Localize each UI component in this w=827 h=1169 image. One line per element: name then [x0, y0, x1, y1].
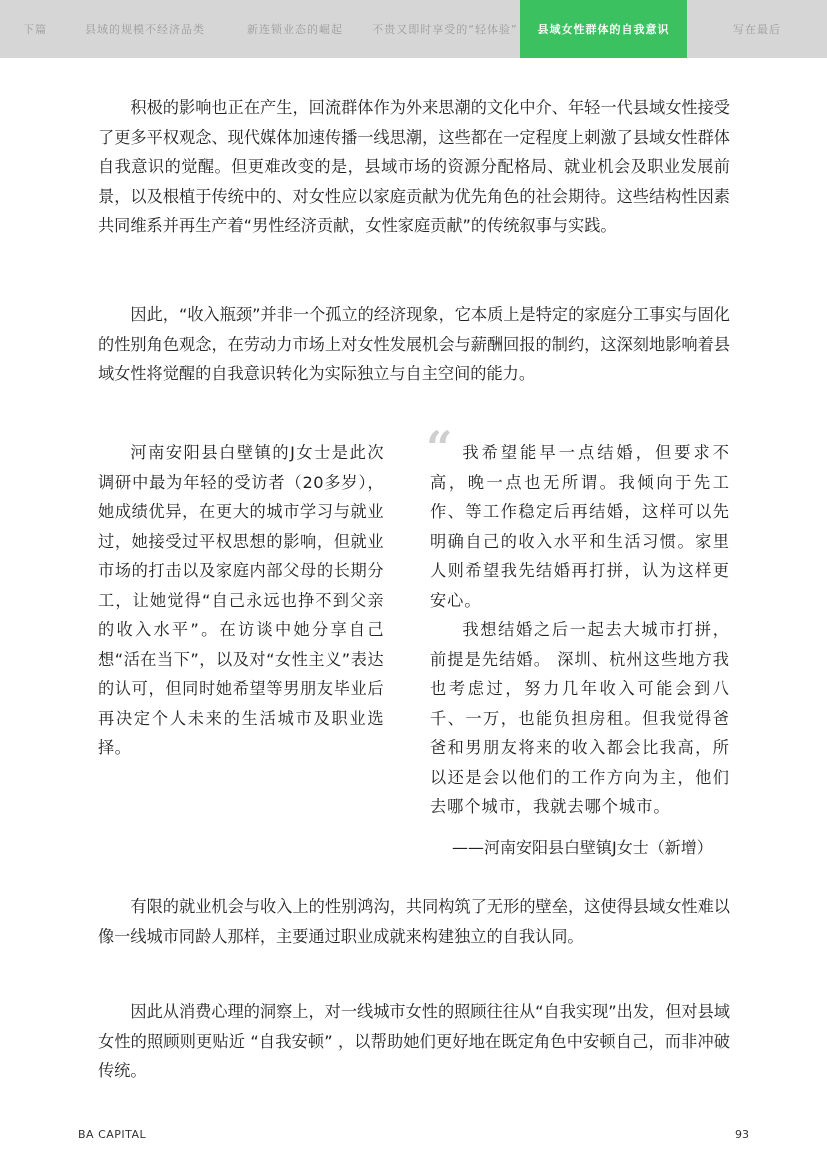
page-number: 93: [735, 1128, 749, 1141]
tab-light-experience[interactable]: 不贵又即时享受的“轻体验”: [372, 23, 518, 36]
tab-new-chain-formats[interactable]: 新连锁业态的崛起: [247, 23, 343, 36]
body-paragraph: 因此从消费心理的洞察上，对一线城市女性的照顾往往从“自我实现”出发，但对县域女性的照顾则更贴近 “自我安顿” ，以帮助她们更好地在既定角色中安顿自己，而非冲破传统。: [98, 1002, 730, 1080]
body-paragraph: 因此，“收入瓶颈”并非一个孤立的经济现象，它本质上是特定的家庭分工事实与固化的性别角色观念，在劳动力市场上对女性发展机会与薪酬回报的制约，这深刻地影响着县域女性将觉醒的自我意识转化为实际独立与自主空间的能力。: [98, 305, 730, 383]
quote-attribution: ——河南安阳县白壁镇J女士（新增）: [452, 838, 713, 857]
tab-county-women-self-awareness[interactable]: 县域女性群体的自我意识: [520, 0, 687, 58]
body-paragraph: 有限的就业机会与收入上的性别鸿沟，共同构筑了无形的壁垒，这使得县域女性难以像一线城市同龄人那样，主要通过职业成就来构建独立的自我认同。: [98, 897, 730, 946]
case-description: 河南安阳县白壁镇的J女士是此次调研中最为年轻的受访者（20多岁），她成绩优异，在更大的城市学习与就业过，她接受过平权思想的影响，但就业市场的打击以及家庭内部父母的长期分工，让她觉得“自己永远也挣不到父亲的收入水平”。在访谈中她分享自己想“活在当下”，以及对“女性主义”表达的认可，但同时她希望等男朋友毕业后再决定个人未来的生活城市及职业选择。: [98, 443, 384, 757]
quote-paragraph: 我希望能早一点结婚，但要求不高，晚一点也无所谓。我倾向于先工作、等工作稳定后再结婚，这样可以先明确自己的收入水平和生活习惯。家里人则希望我先结婚再打拼，认为这样更安心。: [430, 443, 730, 610]
body-paragraph: 积极的影响也正在产生，回流群体作为外来思潮的文化中介、年轻一代县域女性接受了更多平权观念、现代媒体加速传播一线思潮，这些都在一定程度上刺激了县域女性群体自我意识的觉醒。但更难改变的是，县域市场的资源分配格局、就业机会及职业发展前景，以及根植于传统中的、对女性应以家庭贡献为优先角色的社会期待。这些结构性因素共同维系并再生产着“男性经济贡献，女性家庭贡献”的传统叙事与实践。: [98, 98, 730, 235]
quote-paragraph: 我想结婚之后一起去大城市打拼，前提是先结婚。 深圳、杭州这些地方我也考虑过，努力几年收入可能会到八千、一万，也能负担房租。但我觉得爸爸和男朋友将来的收入都会比我高，所以还是会以他们的工作方向为主，他们去哪个城市，我就去哪个城市。: [430, 620, 730, 816]
interview-quote: [430, 438, 730, 822]
tab-county-scale-diseconomy[interactable]: 县域的规模不经济品类: [85, 23, 205, 36]
tab-part-two[interactable]: 下篇: [23, 23, 47, 36]
tab-afterword[interactable]: 写在最后: [733, 23, 781, 36]
footer-brand: BA CAPITAL: [78, 1128, 147, 1141]
chapter-nav-bar: [0, 0, 827, 58]
quote-mark-icon: “: [426, 421, 453, 475]
